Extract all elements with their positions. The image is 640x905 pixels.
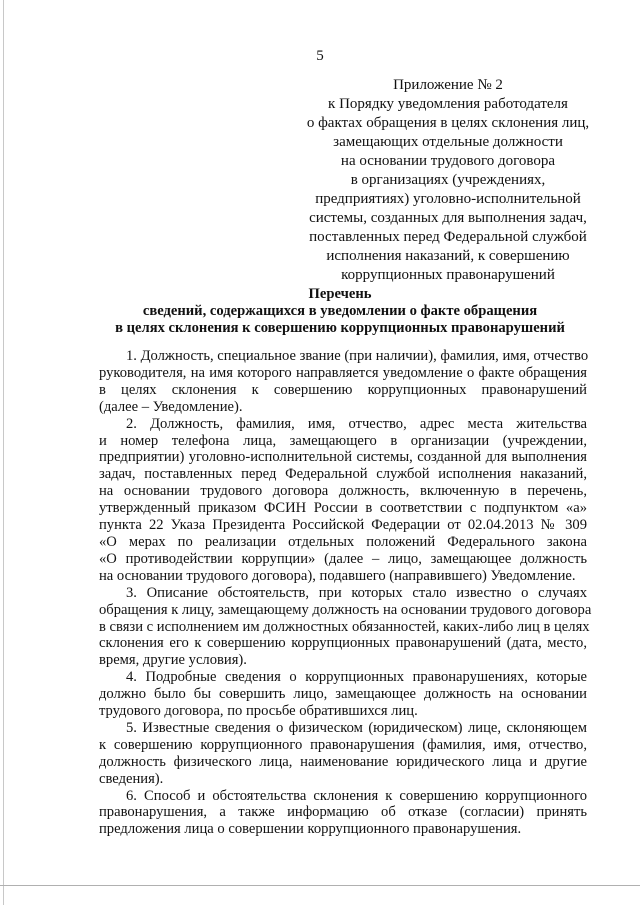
appendix-line: поставленных перед Федеральной службой: [309, 229, 587, 245]
paragraph-line: 1. Должность, специальное звание (при наличии), фамилия, имя, отчество: [126, 348, 589, 364]
paragraph-5: [99, 720, 587, 788]
paragraph-line: 5. Известные сведения о физическом (юридическом) лице, склоняющем: [126, 719, 587, 736]
appendix-header: [300, 76, 596, 285]
paragraph-line: в целях склонения к совершению коррупционных правонарушений: [99, 381, 587, 398]
paragraph-line: задач, поставленных перед Федеральной службой исполнения наказаний,: [99, 466, 587, 483]
paragraph-line: (далее – Уведомление).: [99, 398, 243, 415]
paragraph-line: на основании трудового договора), подавшего (направившего) Уведомление.: [99, 567, 576, 584]
scan-edge-bottom: [0, 885, 640, 886]
scan-edge-left: [3, 0, 4, 905]
paragraph-2: [99, 416, 587, 585]
paragraph-line: обращения к лицу, замещающему должность на основании трудового договора: [99, 601, 592, 618]
paragraph-line: должно было бы совершить лицо, замещающее должность на основании: [99, 686, 587, 703]
paragraph-line: и номер телефона лица, замещающего в организации (учреждении,: [99, 432, 587, 449]
paragraph-line: 2. Должность, фамилия, имя, отчество, адрес места жительства: [126, 415, 587, 432]
page-number: 5: [316, 48, 324, 64]
appendix-line: на основании трудового договора: [340, 153, 556, 169]
title-line: Перечень: [308, 286, 372, 302]
paragraph-line: пункта 22 Указа Президента Российской Федерации от 02.04.2013 № 309: [99, 517, 587, 534]
paragraph-line: 3. Описание обстоятельств, при которых стало известно о случаях: [126, 584, 587, 601]
appendix-line: системы, созданных для выполнения задач,: [309, 210, 587, 226]
paragraph-line: время, другие условия).: [99, 652, 247, 669]
paragraph-line: 4. Подробные сведения о коррупционных правонарушениях, которые: [126, 669, 587, 686]
paragraph-line: «О мерах по реализации отдельных положений Федерального закона: [99, 533, 587, 550]
appendix-line: коррупционных правонарушений: [341, 267, 555, 283]
paragraph-line: склонения его к совершению коррупционных правонарушений (дата, место,: [99, 635, 587, 652]
paragraph-3: [99, 584, 592, 670]
paragraph-line: предприятии) уголовно-исполнительной системы, созданной для выполнения: [99, 449, 587, 466]
paragraph-line: предложения лица о совершении коррупционного правонарушения.: [99, 821, 522, 838]
paragraph-line: утвержденный приказом ФСИН России в соответствии с подпунктом «а»: [99, 500, 587, 517]
paragraph-line: руководителя, на имя которого направляется уведомление о факте обращения: [99, 364, 587, 381]
title-line: в целях склонения к совершению коррупционных правонарушений: [115, 320, 565, 336]
appendix-line: о фактах обращения в целях склонения лиц,: [306, 115, 590, 131]
paragraph-line: «О противодействии коррупции» (далее – лицо, замещающее должность: [99, 550, 587, 567]
paragraph-line: трудового договора, по просьбе обратившихся лиц.: [99, 703, 418, 720]
appendix-line: замещающих отдельные должности: [333, 134, 563, 150]
paragraph-line: 6. Способ и обстоятельства склонения к совершению коррупционного: [126, 787, 587, 804]
title-line: сведений, содержащихся в уведомлении о факте обращения: [142, 303, 538, 319]
paragraph-line: на основании трудового договора должность, включенную в перечень,: [99, 483, 587, 500]
paragraph-line: сведения).: [99, 770, 164, 787]
paragraph-line: правонарушения, а также информацию об отказе (согласии) принять: [99, 804, 587, 821]
paragraph-4: [99, 669, 587, 720]
paragraph-line: к совершению коррупционного правонарушения (фамилия, имя, отчество,: [99, 736, 587, 753]
appendix-line: предприятиях) уголовно-исполнительной: [315, 191, 581, 207]
appendix-line: к Порядку уведомления работодателя: [328, 96, 568, 112]
paragraph-6: [99, 788, 587, 839]
appendix-line: Приложение № 2: [393, 77, 503, 93]
appendix-line: исполнения наказаний, к совершению: [326, 248, 570, 264]
paragraph-line: в связи с исполнением им должностных обязанностей, каких-либо лиц в целях: [99, 618, 590, 635]
paragraph-line: должность физического лица, наименование юридического лица и другие: [99, 753, 587, 770]
appendix-line: в организациях (учреждениях,: [350, 172, 546, 188]
document-body: [99, 348, 592, 838]
paragraph-1: [99, 348, 587, 416]
document-title: [60, 286, 620, 337]
